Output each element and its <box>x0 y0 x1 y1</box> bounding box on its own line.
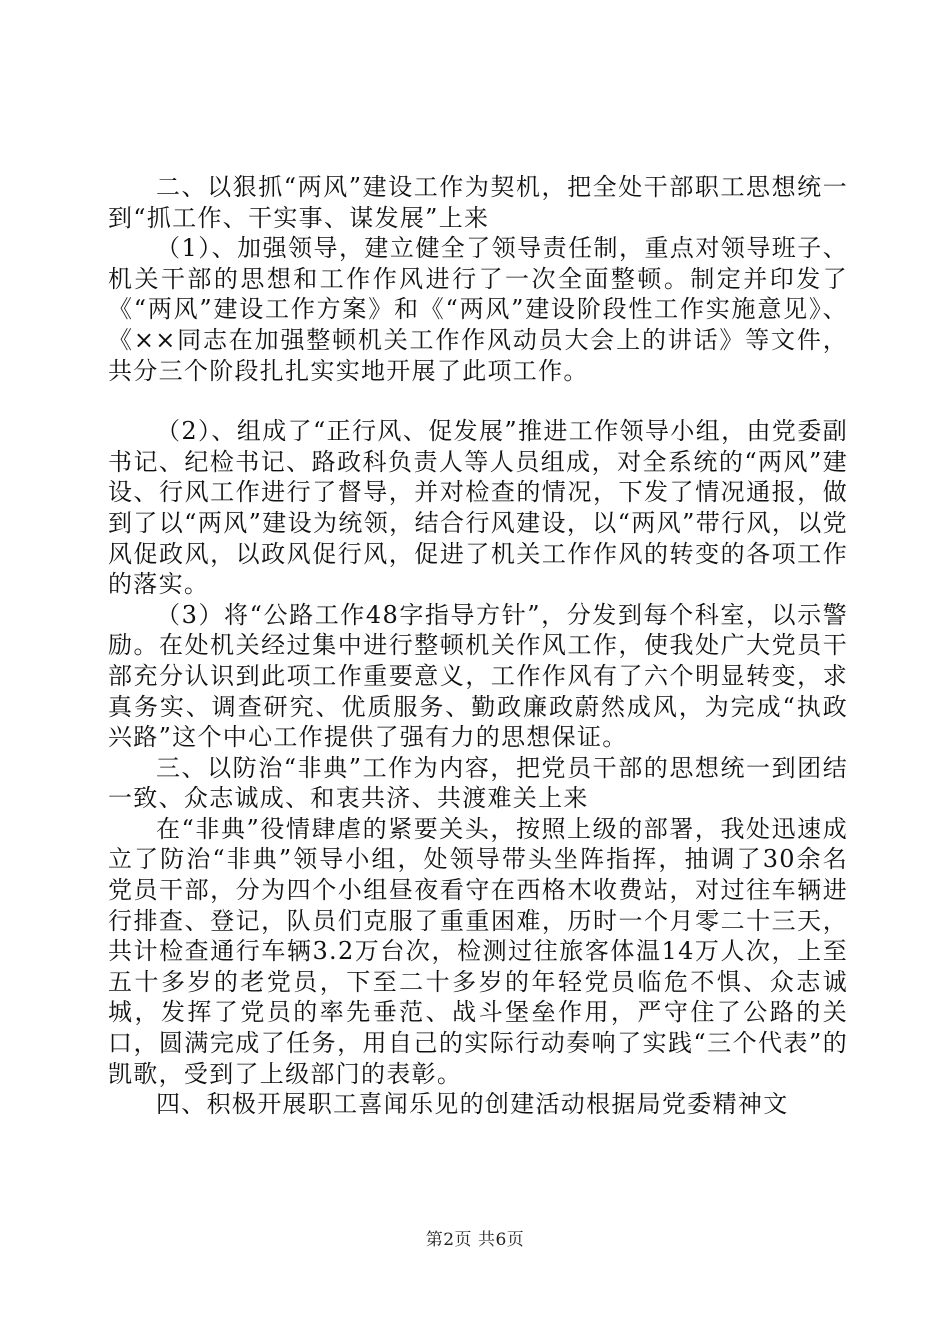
document-body <box>108 172 848 1120</box>
page-number-footer: 第2页 共6页 <box>425 1230 525 1250</box>
heading-section-four: 四、积极开展职工喜闻乐见的创建活动根据局党委精神文 <box>156 1090 789 1119</box>
paragraph-sars-response: 在“非典”役情肆虐的紧要关头，按照上级的部署，我处迅速成立了防治“非典”领导小组，处领导带头坐阵指挥，抽调了30余名党员干部，分为四个小组昼夜看守在西格木收费站，对过往车辆进行排查、登记，队员们克服了重重困难，历时一个月零二十三天，共计检查通行车辆3.2万台次，检测过往旅客体温14万人次，上至五十多岁的老党员，下至二十多岁的年轻党员临危不惧、众志诚城，发挥了党员的率先垂范、战斗堡垒作用，严守住了公路的关口，圆满完成了任务，用自己的实际行动奏响了实践“三个代表”的凯歌，受到了上级部门的表彰。 <box>108 814 848 1088</box>
paragraph-item-2: （2）、组成了“正行风、促发展”推进工作领导小组，由党委副书记、纪检书记、路政科负责人等人员组成，对全系统的“两风”建设、行风工作进行了督导，并对检查的情况，下发了情况通报，做到了以“两风”建设为统领，结合行风建设，以“两风”带行风，以党风促政风，以政风促行风，促进了机关工作作风的转变的各项工作的落实。 <box>108 417 848 599</box>
paragraph-item-3: （3）将“公路工作48字指导方针”，分发到每个科室，以示警励。在处机关经过集中进行整顿机关作风工作，使我处广大党员干部充分认识到此项工作重要意义，工作作风有了六个明显转变，求真务实、调查研究、优质服务、勤政廉政蔚然成风，为完成“执政兴路”这个中心工作提供了强有力的思想保证。 <box>108 600 848 752</box>
paragraph-item-1: （1）、加强领导，建立健全了领导责任制，重点对领导班子、机关干部的思想和工作作风进行了一次全面整顿。制定并印发了《“两风”建设工作方案》和《“两风”建设阶段性工作实施意见》、《××同志在加强整顿机关工作作风动员大会上的讲话》等文件，共分三个阶段扎扎实实地开展了此项工作。 <box>108 234 848 385</box>
heading-section-two: 二、以狠抓“两风”建设工作为契机，把全处干部职工思想统一到“抓工作、干实事、谋发展”上来 <box>108 173 848 232</box>
heading-section-three: 三、以防治“非典”工作为内容，把党员干部的思想统一到团结一致、众志诚成、和衷共济、共渡难关上来 <box>108 753 848 813</box>
